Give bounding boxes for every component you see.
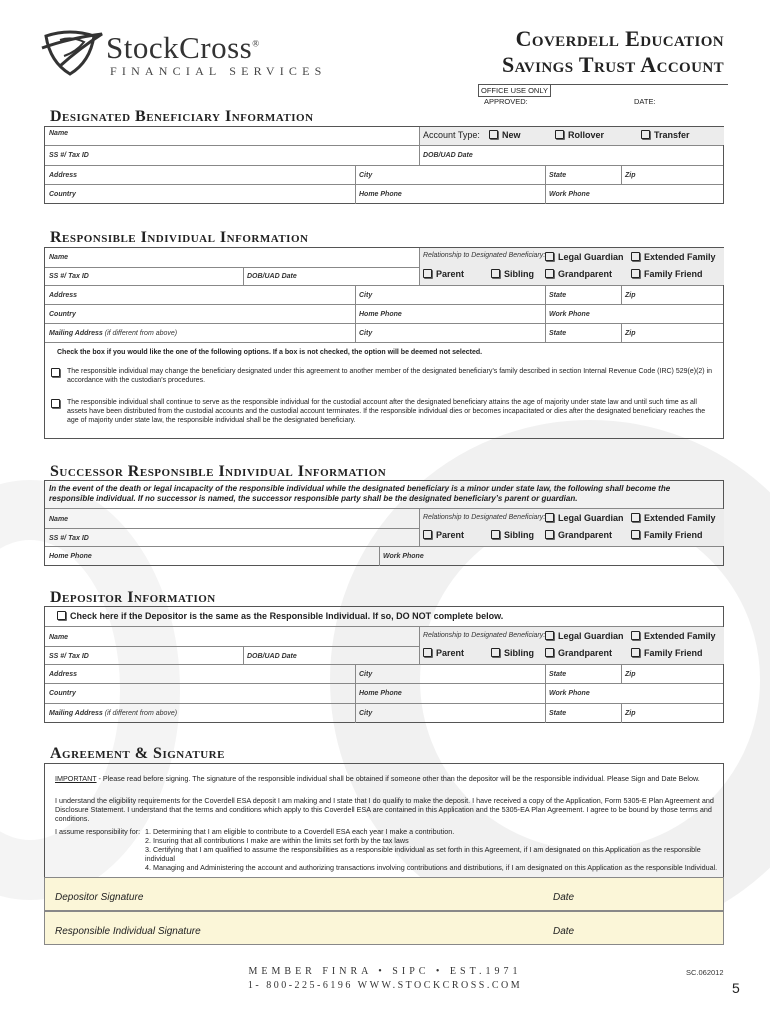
depositor-row-name <box>45 627 723 665</box>
home-phone-field[interactable]: Home Phone <box>359 311 402 318</box>
beneficiary-row-ssn <box>45 146 723 166</box>
beneficiary-row-country <box>45 185 723 204</box>
depositor-row-mailing <box>45 704 723 723</box>
important-notice: IMPORTANT - Please read before signing. The signature of the responsible individual shall be obtained if someone other than the depositor will be the responsible individual. Please Sign and Date Below. <box>55 774 700 783</box>
depositor-row-address <box>45 665 723 684</box>
relationship-label: Relationship to Designated Beneficiary: <box>423 252 546 259</box>
extended-family-checkbox[interactable]: Extended Family <box>631 631 716 641</box>
depositor-signature-row[interactable] <box>44 877 724 911</box>
home-phone-field[interactable]: Home Phone <box>359 690 402 697</box>
transfer-checkbox[interactable]: Transfer <box>641 130 690 140</box>
agreement-box <box>44 763 724 877</box>
responsible-row-address <box>45 286 723 305</box>
responsibility-list <box>145 827 720 872</box>
family-friend-checkbox[interactable]: Family Friend <box>631 269 703 279</box>
option-change-beneficiary-checkbox[interactable] <box>51 368 64 378</box>
city-field[interactable]: City <box>359 292 373 299</box>
grandparent-checkbox[interactable]: Grandparent <box>545 648 612 658</box>
address-field[interactable]: Address <box>49 292 78 299</box>
responsible-signature-label: Responsible Individual Signature <box>55 926 201 937</box>
sibling-checkbox[interactable]: Sibling <box>491 269 534 279</box>
beneficiary-row-name <box>45 127 723 146</box>
mailing-address-field[interactable]: Mailing Address (if different from above) <box>49 710 178 717</box>
name-field[interactable]: Name <box>49 516 69 523</box>
date-label: DATE: <box>634 97 656 106</box>
zip-field[interactable]: Zip <box>625 292 636 299</box>
brand-name: StockCross® <box>106 30 260 65</box>
responsible-row-mailing <box>45 324 723 343</box>
page-number: 5 <box>732 980 740 996</box>
depositor-heading: Depositor Information <box>50 589 216 606</box>
grandparent-checkbox[interactable]: Grandparent <box>545 269 612 279</box>
depositor-date-label: Date <box>553 892 575 903</box>
work-phone-field[interactable]: Work Phone <box>549 311 590 318</box>
responsible-heading: Responsible Individual Information <box>50 229 309 246</box>
extended-family-checkbox[interactable]: Extended Family <box>631 252 716 262</box>
mailing-zip-field[interactable]: Zip <box>625 330 636 337</box>
mailing-address-field[interactable]: Mailing Address (if different from above) <box>49 330 178 337</box>
state-field[interactable]: State <box>549 172 567 179</box>
beneficiary-heading: Designated Beneficiary Information <box>50 108 314 125</box>
successor-box <box>44 480 724 566</box>
address-field[interactable]: Address <box>49 671 78 678</box>
responsible-box <box>44 247 724 439</box>
mailing-city-field[interactable]: City <box>359 330 373 337</box>
grandparent-checkbox[interactable]: Grandparent <box>545 530 612 540</box>
form-number: SC.062012 <box>686 968 724 977</box>
responsible-row-country <box>45 305 723 324</box>
shield-crest-icon <box>40 26 104 78</box>
account-type-label: Account Type: <box>423 130 480 140</box>
zip-field[interactable]: Zip <box>625 671 636 678</box>
list-item: 1. Determining that I am eligible to contribute to a Coverdell ESA each year I make a contribution. <box>145 827 455 836</box>
responsible-date-label: Date <box>553 926 575 937</box>
successor-heading: Successor Responsible Individual Information <box>50 463 387 480</box>
beneficiary-box <box>44 126 724 204</box>
understand-statement: I understand the eligibility requirements for the Coverdell ESA deposit I am making and I state that I do qualify to make the deposit. I have received a copy of the Application, Form 5305-E Plan Agreement and Disclosure Statement. I understand that the terms and conditions which apply to this Coverdell ESA are contained in this Application and the 5305-EA Plan Agreement. I agree to be bound by those terms and conditions. <box>55 796 714 823</box>
city-field[interactable]: City <box>359 172 373 179</box>
family-friend-checkbox[interactable]: Family Friend <box>631 530 703 540</box>
country-field[interactable]: Country <box>49 690 76 697</box>
country-field[interactable]: Country <box>49 311 76 318</box>
new-checkbox[interactable]: New <box>489 130 521 140</box>
legal-guardian-checkbox[interactable]: Legal Guardian <box>545 252 624 262</box>
successor-intro-row <box>45 481 723 509</box>
mailing-city-field[interactable]: City <box>359 710 373 717</box>
legal-guardian-checkbox[interactable]: Legal Guardian <box>545 631 624 641</box>
form-title: Coverdell Education Savings Trust Account <box>501 26 724 77</box>
beneficiary-row-address <box>45 166 723 185</box>
state-field[interactable]: State <box>549 671 567 678</box>
mailing-state-field[interactable]: State <box>549 330 567 337</box>
depositor-same-checkbox[interactable]: Check here if the Depositor is the same as the Responsible Individual. If so, DO NOT complete below. <box>57 611 503 621</box>
home-phone-field[interactable]: Home Phone <box>49 553 92 560</box>
parent-checkbox[interactable]: Parent <box>423 269 464 279</box>
address-field[interactable]: Address <box>49 172 78 179</box>
work-phone-field[interactable]: Work Phone <box>549 191 590 198</box>
footer-membership: MEMBER FINRA • SIPC • EST.1971 <box>248 966 522 977</box>
country-field[interactable]: Country <box>49 191 76 198</box>
dob-field[interactable]: DOB/UAD Date <box>423 152 473 159</box>
mailing-state-field[interactable]: State <box>549 710 567 717</box>
relationship-label: Relationship to Designated Beneficiary: <box>423 632 546 639</box>
option-continue-serving-checkbox[interactable] <box>51 399 64 409</box>
option-change-beneficiary-text: The responsible individual may change the beneficiary designated under this agreement to another member of the designated beneficiary’s family described in section Internal Revenue Code (IRC) 529(e)(2) in accordance with the custodian’s procedures. <box>67 368 713 384</box>
state-field[interactable]: State <box>549 292 567 299</box>
ssn-field[interactable]: SS #/ Tax ID <box>49 535 89 542</box>
list-item: 4. Managing and Administering the account and authorizing transactions involving contributions and distributions, if I am designated on this Application as the responsible Individual. <box>145 863 718 872</box>
parent-checkbox[interactable]: Parent <box>423 648 464 658</box>
office-use-label: OFFICE USE ONLY <box>478 85 551 97</box>
rollover-checkbox[interactable]: Rollover <box>555 130 604 140</box>
ssn-field[interactable]: SS #/ Tax ID <box>49 152 89 159</box>
dob-field[interactable]: DOB/UAD Date <box>247 273 297 280</box>
responsible-signature-row[interactable] <box>44 911 724 945</box>
dob-field[interactable]: DOB/UAD Date <box>247 653 297 660</box>
ssn-field[interactable]: SS #/ Tax ID <box>49 653 89 660</box>
list-item: 3. Certifying that I am qualified to assume the responsibilities as a responsible individual as set forth in this Agreement, if I am designated on this Application as the responsible individual <box>145 845 701 863</box>
responsible-options <box>45 343 723 439</box>
extended-family-checkbox[interactable]: Extended Family <box>631 513 716 523</box>
successor-row-phone <box>45 547 723 566</box>
list-item: 2. Insuring that all contributions I make are within the limits set forth by the tax laws <box>145 836 409 845</box>
sibling-checkbox[interactable]: Sibling <box>491 648 534 658</box>
footer-contact: 1- 800-225-6196 WWW.STOCKCROSS.COM <box>247 980 523 991</box>
company-logo <box>40 26 340 82</box>
brand-subtitle: FINANCIAL SERVICES <box>110 64 327 78</box>
legal-guardian-checkbox[interactable]: Legal Guardian <box>545 513 624 523</box>
depositor-box <box>44 606 724 723</box>
name-field[interactable]: Name <box>49 254 69 261</box>
successor-intro: In the event of the death or legal incapacity of the responsible individual while the designated beneficiary is a minor under state law, the following shall become the responsible individual. If no successor is named, the successor responsible party shall be the designated beneficiary’s parent or guardian. <box>49 484 671 503</box>
depositor-signature-label: Depositor Signature <box>55 892 144 903</box>
home-phone-field[interactable]: Home Phone <box>359 191 402 198</box>
depositor-row-country <box>45 684 723 704</box>
option-continue-serving-text: The responsible individual shall continue to serve as the responsible individual for the custodial account after the designated beneficiary attains the age of majority under state law and until such time as all assets have been distributed from the custodial accounts and the custodial account terminates. If the responsible individual dies or becomes incapacitated or dies after the designated beneficiary reaches the age of majority under state law, the responsible individual shall be the designated beneficiary. <box>67 399 706 424</box>
work-phone-field[interactable]: Work Phone <box>383 553 424 560</box>
family-friend-checkbox[interactable]: Family Friend <box>631 648 703 658</box>
relationship-label: Relationship to Designated Beneficiary: <box>423 514 546 521</box>
city-field[interactable]: City <box>359 671 373 678</box>
depositor-same-row <box>45 607 723 627</box>
parent-checkbox[interactable]: Parent <box>423 530 464 540</box>
successor-row-name <box>45 509 723 547</box>
assume-label: I assume responsibility for: <box>55 827 141 836</box>
mailing-zip-field[interactable]: Zip <box>625 710 636 717</box>
approved-label: APPROVED: <box>484 97 528 106</box>
responsible-row-name <box>45 248 723 286</box>
ssn-field[interactable]: SS #/ Tax ID <box>49 273 89 280</box>
work-phone-field[interactable]: Work Phone <box>549 690 590 697</box>
zip-field[interactable]: Zip <box>625 172 636 179</box>
options-instructions: Check the box if you would like the one of the following options. If a box is not checked, the option will be deemed not selected. <box>57 349 483 356</box>
name-field[interactable]: Name <box>49 634 69 641</box>
office-use-box <box>478 84 728 106</box>
agreement-heading: Agreement & Signature <box>50 745 225 762</box>
sibling-checkbox[interactable]: Sibling <box>491 530 534 540</box>
name-field[interactable]: Name <box>49 130 69 137</box>
